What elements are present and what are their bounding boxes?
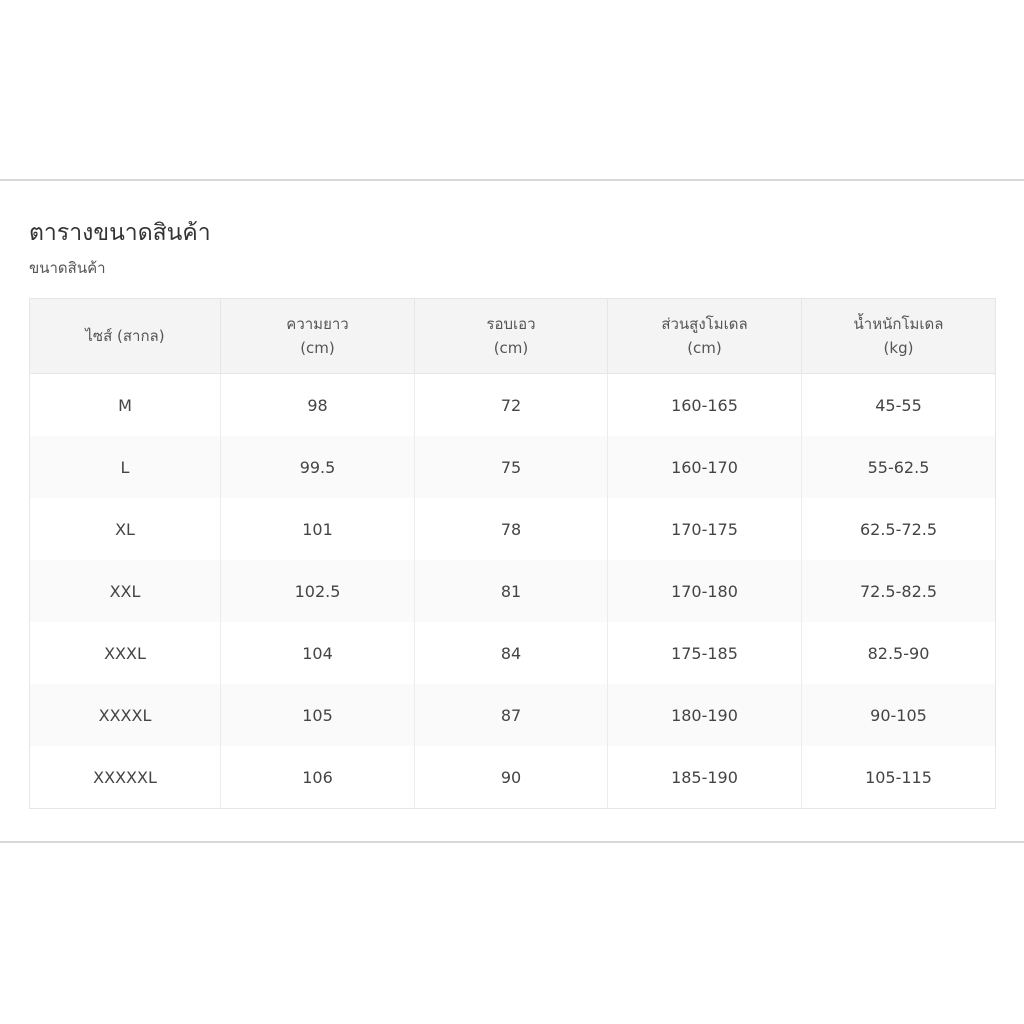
cell-model-weight: 62.5-72.5 xyxy=(802,498,996,560)
cell-waist: 78 xyxy=(415,498,608,560)
cell-size: XXXL xyxy=(30,622,221,684)
cell-waist: 75 xyxy=(415,436,608,498)
header-model-weight xyxy=(802,299,996,374)
header-waist-unit: (cm) xyxy=(493,339,529,357)
cell-model-height: 185-190 xyxy=(608,746,802,809)
table-row xyxy=(30,436,996,498)
table-row xyxy=(30,560,996,622)
header-size xyxy=(30,299,221,374)
cell-model-height: 175-185 xyxy=(608,622,802,684)
cell-model-height: 160-170 xyxy=(608,436,802,498)
cell-size: XXL xyxy=(30,560,221,622)
header-model-weight-unit: (kg) xyxy=(883,339,914,357)
size-table-header xyxy=(30,299,996,374)
header-waist-label: รอบเอว xyxy=(486,315,536,333)
header-model-weight-label: น้ำหนักโมเดล xyxy=(853,315,944,333)
size-chart-title: ตารางขนาดสินค้า xyxy=(29,220,211,246)
cell-model-weight: 82.5-90 xyxy=(802,622,996,684)
size-chart-panel xyxy=(0,179,1024,843)
size-table xyxy=(29,298,996,809)
header-model-height xyxy=(608,299,802,374)
header-waist xyxy=(415,299,608,374)
cell-model-height: 170-175 xyxy=(608,498,802,560)
cell-model-height: 160-165 xyxy=(608,374,802,437)
cell-length: 104 xyxy=(221,622,415,684)
cell-model-height: 180-190 xyxy=(608,684,802,746)
cell-length: 99.5 xyxy=(221,436,415,498)
cell-length: 106 xyxy=(221,746,415,809)
header-model-height-label: ส่วนสูงโมเดล xyxy=(661,315,748,333)
cell-model-weight: 72.5-82.5 xyxy=(802,560,996,622)
cell-model-weight: 105-115 xyxy=(802,746,996,809)
table-row xyxy=(30,684,996,746)
cell-size: M xyxy=(30,374,221,437)
table-row xyxy=(30,498,996,560)
cell-length: 102.5 xyxy=(221,560,415,622)
table-row xyxy=(30,746,996,809)
cell-length: 98 xyxy=(221,374,415,437)
header-length xyxy=(221,299,415,374)
cell-waist: 81 xyxy=(415,560,608,622)
cell-model-height: 170-180 xyxy=(608,560,802,622)
cell-length: 101 xyxy=(221,498,415,560)
cell-size: XL xyxy=(30,498,221,560)
cell-size: XXXXXL xyxy=(30,746,221,809)
cell-model-weight: 45-55 xyxy=(802,374,996,437)
cell-model-weight: 55-62.5 xyxy=(802,436,996,498)
table-row xyxy=(30,374,996,437)
header-length-label: ความยาว xyxy=(286,315,349,333)
table-row xyxy=(30,622,996,684)
cell-model-weight: 90-105 xyxy=(802,684,996,746)
cell-waist: 84 xyxy=(415,622,608,684)
cell-length: 105 xyxy=(221,684,415,746)
cell-waist: 87 xyxy=(415,684,608,746)
cell-size: L xyxy=(30,436,221,498)
size-table-body xyxy=(30,374,996,809)
cell-waist: 72 xyxy=(415,374,608,437)
header-length-unit: (cm) xyxy=(300,339,335,357)
size-chart-subtitle: ขนาดสินค้า xyxy=(29,259,106,277)
cell-size: XXXXL xyxy=(30,684,221,746)
header-model-height-unit: (cm) xyxy=(687,339,722,357)
header-row xyxy=(30,299,996,374)
header-size-label: ไซส์ (สากล) xyxy=(85,327,165,345)
cell-waist: 90 xyxy=(415,746,608,809)
